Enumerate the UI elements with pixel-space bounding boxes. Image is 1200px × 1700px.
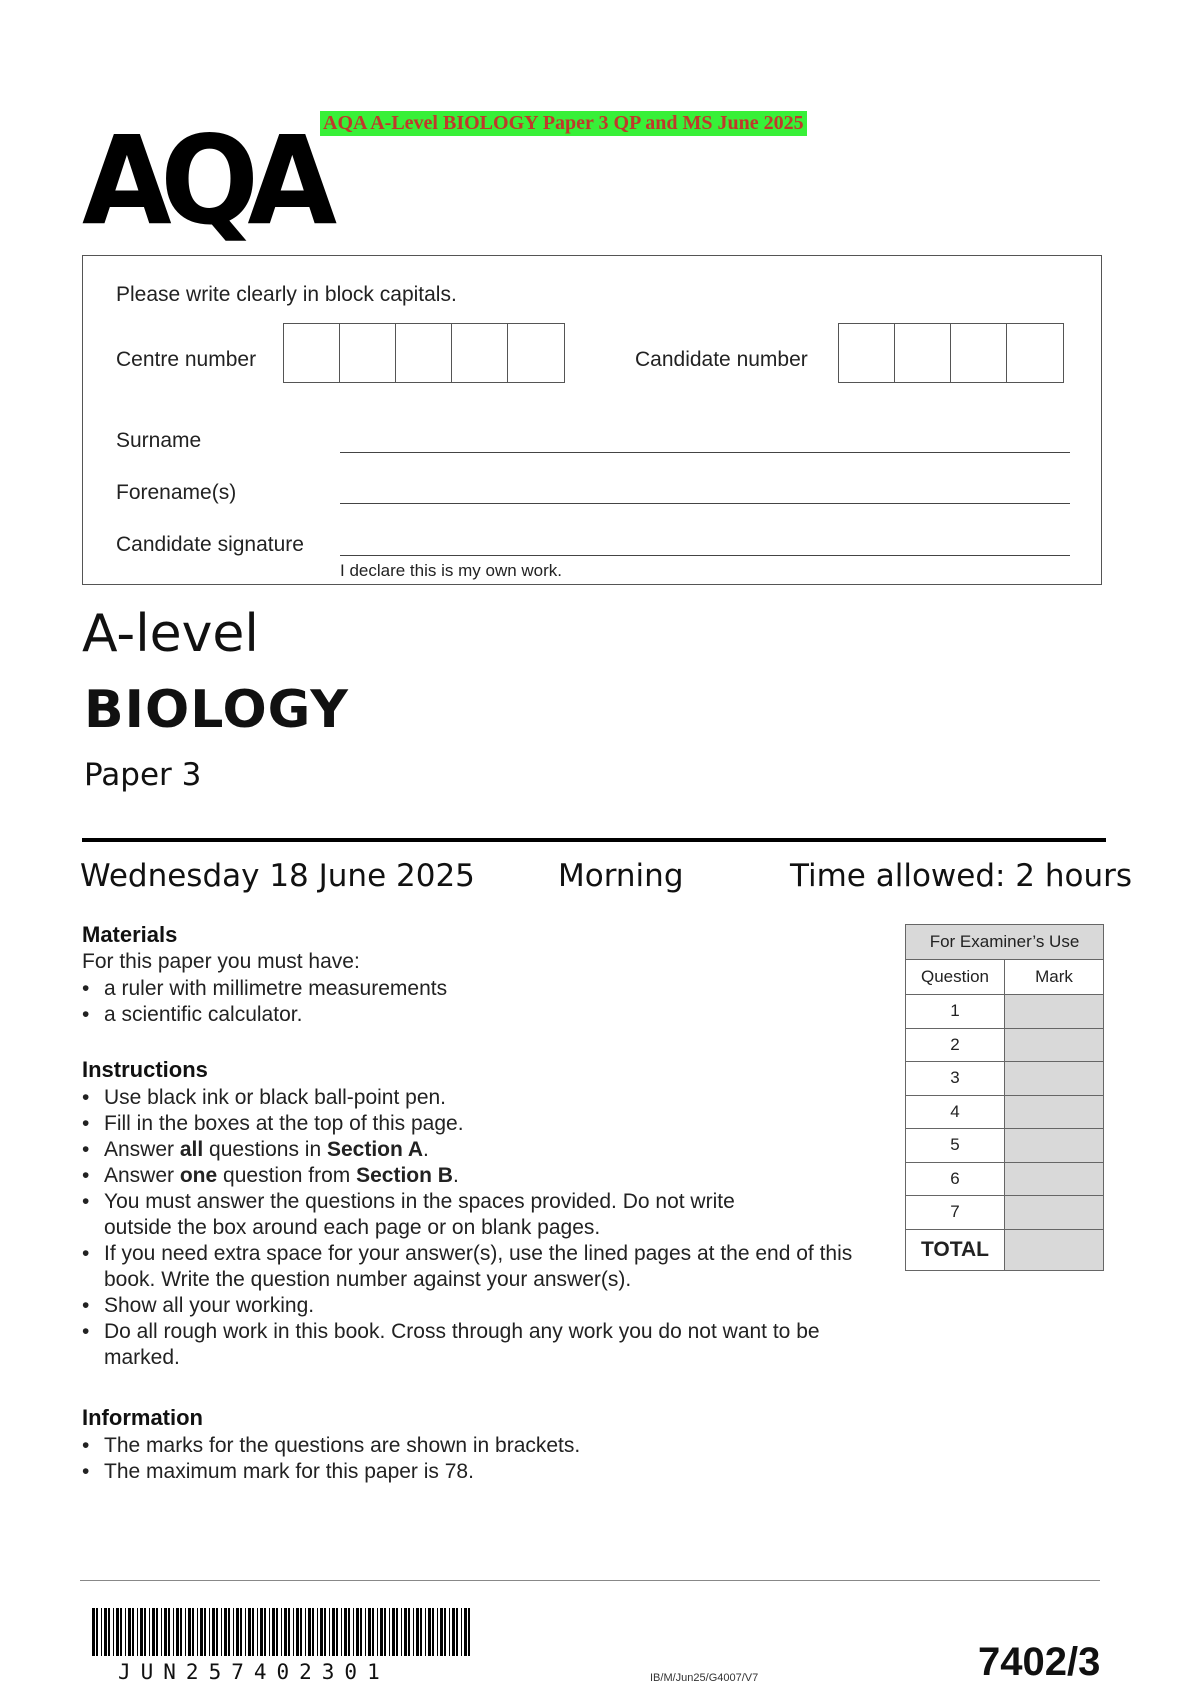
barcode-bar — [332, 1608, 335, 1656]
barcode-bar — [320, 1608, 323, 1656]
question-number: 6 — [906, 1162, 1005, 1196]
centre-number-digit[interactable] — [452, 324, 508, 382]
barcode-bar — [185, 1608, 186, 1656]
barcode-bar — [324, 1608, 326, 1656]
barcode-bar — [92, 1608, 95, 1656]
paper-code: 7402/3 — [978, 1640, 1101, 1684]
list-item: • The maximum mark for this paper is 78. — [82, 1459, 862, 1485]
barcode-bar — [224, 1608, 227, 1656]
table-row — [906, 1028, 1104, 1062]
barcode-bar — [420, 1608, 422, 1656]
barcode-bar — [341, 1608, 342, 1656]
surname-label: Surname — [116, 429, 202, 452]
surname-line[interactable] — [340, 452, 1070, 453]
footer-rule — [80, 1580, 1100, 1581]
barcode-bar — [149, 1608, 150, 1656]
candidate-number-digit[interactable] — [839, 324, 895, 382]
barcode-bar — [209, 1608, 210, 1656]
table-row — [906, 1095, 1104, 1129]
barcode-bar — [404, 1608, 407, 1656]
exam-session: Morning — [558, 858, 684, 894]
exam-date: Wednesday 18 June 2025 — [80, 858, 475, 894]
barcode-graphic — [92, 1608, 477, 1656]
barcode-bar — [305, 1608, 306, 1656]
materials-list — [82, 976, 862, 1028]
table-row — [906, 1129, 1104, 1163]
mark-cell — [1005, 1162, 1104, 1196]
barcode-bar — [269, 1608, 270, 1656]
barcode-bar — [344, 1608, 347, 1656]
centre-number-digit[interactable] — [284, 324, 340, 382]
barcode-bar — [101, 1608, 102, 1656]
question-number: 7 — [906, 1196, 1005, 1230]
barcode-bar — [192, 1608, 194, 1656]
question-number: 4 — [906, 1095, 1005, 1129]
instructions-heading: Instructions — [82, 1057, 208, 1082]
mark-cell — [1005, 1062, 1104, 1096]
question-number: 1 — [906, 995, 1005, 1029]
instruction-text: Use black ink or black ball-point pen. — [104, 1086, 447, 1109]
barcode-bar — [200, 1608, 203, 1656]
candidate-number-digit[interactable] — [951, 324, 1007, 382]
candidate-number-digit[interactable] — [1007, 324, 1063, 382]
question-number: 2 — [906, 1028, 1005, 1062]
barcode-bar — [312, 1608, 314, 1656]
barcode-bar — [240, 1608, 242, 1656]
declaration-text: I declare this is my own work. — [340, 561, 563, 580]
block-capitals-instruction: Please write clearly in block capitals. — [116, 283, 457, 306]
barcode-bar — [120, 1608, 122, 1656]
barcode-bar — [113, 1608, 114, 1656]
instruction-emphasis: one — [179, 1164, 218, 1187]
paper-number: Paper 3 — [84, 757, 202, 793]
examiners-use-table — [905, 924, 1104, 1271]
instruction-emphasis: Section B — [356, 1164, 453, 1187]
centre-number-digit[interactable] — [340, 324, 396, 382]
barcode-bar — [444, 1608, 446, 1656]
barcode-bar — [348, 1608, 350, 1656]
barcode-bar — [180, 1608, 182, 1656]
aqa-logo: AQA — [82, 110, 326, 252]
barcode-bar — [176, 1608, 179, 1656]
barcode-bar — [284, 1608, 287, 1656]
barcode-bar — [389, 1608, 390, 1656]
barcode-bar — [281, 1608, 282, 1656]
barcode-bar — [396, 1608, 398, 1656]
list-item — [82, 1163, 862, 1189]
signature-label: Candidate signature — [116, 533, 304, 556]
instructions-list — [82, 1085, 862, 1371]
barcode-bar — [384, 1608, 386, 1656]
list-item — [82, 1111, 862, 1137]
table-row — [906, 1196, 1104, 1230]
barcode-bar — [408, 1608, 410, 1656]
barcode-bar — [440, 1608, 443, 1656]
barcode-bar — [248, 1608, 251, 1656]
document-title-banner: AQA A-Level BIOLOGY Paper 3 QP and MS June 2025 — [320, 111, 807, 136]
instruction-text: Do all rough work in this book. Cross through any work you do not want to be marked. — [104, 1320, 820, 1369]
barcode-bar — [125, 1608, 126, 1656]
qualification-title: A-level — [82, 604, 259, 664]
centre-number-digit[interactable] — [396, 324, 452, 382]
total-label: TOTAL — [906, 1229, 1005, 1270]
centre-number-digit[interactable] — [508, 324, 564, 382]
barcode-bar — [104, 1608, 107, 1656]
barcode-bar — [216, 1608, 218, 1656]
barcode-bar — [416, 1608, 419, 1656]
barcode-bar — [257, 1608, 258, 1656]
centre-number-boxes[interactable] — [283, 323, 565, 383]
barcode-bar — [188, 1608, 191, 1656]
information-list — [82, 1433, 862, 1485]
table-row — [906, 1062, 1104, 1096]
list-item: • a ruler with millimetre measurements — [82, 976, 862, 1002]
instruction-text: Answer — [104, 1164, 180, 1187]
barcode-bar — [461, 1608, 462, 1656]
instruction-text: question from — [217, 1164, 357, 1187]
barcode-bar — [300, 1608, 302, 1656]
barcode-bar — [264, 1608, 266, 1656]
mark-cell — [1005, 995, 1104, 1029]
list-item — [82, 1319, 862, 1371]
candidate-number-digit[interactable] — [895, 324, 951, 382]
barcode-text: JUN257402301 — [118, 1660, 390, 1684]
barcode-bar — [260, 1608, 263, 1656]
barcode-bar — [276, 1608, 278, 1656]
barcode-bar — [161, 1608, 162, 1656]
mark-cell — [1005, 1196, 1104, 1230]
barcode-bar — [365, 1608, 366, 1656]
total-mark-cell — [1005, 1229, 1104, 1270]
centre-number-label: Centre number — [116, 348, 257, 371]
barcode-bar — [449, 1608, 450, 1656]
barcode-bar — [197, 1608, 198, 1656]
barcode-bar — [308, 1608, 311, 1656]
barcode-bar — [116, 1608, 119, 1656]
barcode-bar — [140, 1608, 143, 1656]
candidate-number-boxes[interactable] — [838, 323, 1064, 383]
barcode-bar — [353, 1608, 354, 1656]
list-item — [82, 1137, 862, 1163]
question-number: 3 — [906, 1062, 1005, 1096]
barcode-bar — [128, 1608, 131, 1656]
barcode-bar — [329, 1608, 330, 1656]
list-item: • a scientific calculator. — [82, 1002, 862, 1028]
barcode-bar — [204, 1608, 206, 1656]
barcode-bar — [336, 1608, 338, 1656]
barcode-bar — [221, 1608, 222, 1656]
information-heading: Information — [82, 1405, 203, 1430]
mark-cell — [1005, 1028, 1104, 1062]
subject-title: BIOLOGY — [84, 680, 349, 740]
examiners-use-title: For Examiner’s Use — [906, 925, 1104, 960]
barcode-bar — [293, 1608, 294, 1656]
barcode-bar — [356, 1608, 359, 1656]
barcode-bar — [360, 1608, 362, 1656]
instruction-text: . — [452, 1164, 459, 1187]
barcode-bar — [413, 1608, 414, 1656]
instruction-text: Fill in the boxes at the top of this page. — [104, 1112, 464, 1135]
instruction-text: questions in — [203, 1138, 327, 1161]
barcode-bar — [372, 1608, 374, 1656]
barcode-bar — [173, 1608, 174, 1656]
list-item — [82, 1189, 862, 1241]
barcode-bar — [236, 1608, 239, 1656]
list-item: • The marks for the questions are shown in brackets. — [82, 1433, 862, 1459]
barcode-bar — [401, 1608, 402, 1656]
barcode-bar — [425, 1608, 426, 1656]
question-column-header: Question — [906, 960, 1005, 995]
instruction-text: . — [423, 1138, 429, 1161]
barcode-bar — [212, 1608, 215, 1656]
barcode-bar — [368, 1608, 371, 1656]
candidate-number-label: Candidate number — [635, 348, 808, 371]
barcode-bar — [432, 1608, 434, 1656]
instruction-text: If you need extra space for your answer(s), use the lined pages at the end of this book. Write the question number against your answer(s). — [104, 1242, 853, 1291]
total-row — [906, 1229, 1104, 1270]
barcode-bar — [168, 1608, 170, 1656]
barcode-bar — [108, 1608, 110, 1656]
barcode-bar — [228, 1608, 230, 1656]
candidate-details-box — [82, 255, 1102, 585]
table-row — [906, 995, 1104, 1029]
barcode-bar — [272, 1608, 275, 1656]
barcode-bar — [296, 1608, 299, 1656]
table-row — [906, 1162, 1104, 1196]
list-item — [82, 1085, 862, 1111]
barcode-bar — [137, 1608, 138, 1656]
barcode-bar — [437, 1608, 438, 1656]
barcode-bar — [144, 1608, 146, 1656]
mark-cell — [1005, 1095, 1104, 1129]
time-allowed: Time allowed: 2 hours — [790, 858, 1133, 894]
instruction-text: Show all your working. — [104, 1294, 315, 1317]
barcode-bar — [233, 1608, 234, 1656]
document-reference: IB/M/Jun25/G4007/V7 — [650, 1672, 759, 1684]
materials-intro: For this paper you must have: — [82, 950, 360, 973]
list-item — [82, 1293, 862, 1319]
forenames-label: Forename(s) — [116, 481, 237, 504]
barcode-bar — [164, 1608, 167, 1656]
list-item — [82, 1241, 862, 1293]
barcode-bar — [288, 1608, 290, 1656]
barcode-bar — [377, 1608, 378, 1656]
barcode-bar — [152, 1608, 155, 1656]
barcode-bar — [428, 1608, 431, 1656]
mark-column-header: Mark — [1005, 960, 1104, 995]
barcode-bar — [317, 1608, 318, 1656]
instruction-text: Answer — [104, 1138, 180, 1161]
barcode-bar — [96, 1608, 98, 1656]
instruction-emphasis: all — [179, 1138, 204, 1161]
instruction-emphasis: Section A — [326, 1138, 424, 1161]
materials-heading: Materials — [82, 922, 178, 947]
barcode-bar — [456, 1608, 458, 1656]
barcode-bar — [252, 1608, 254, 1656]
barcode-bar — [156, 1608, 158, 1656]
barcode-bar — [452, 1608, 455, 1656]
instruction-text: You must answer the questions in the spaces provided. Do not write outside the box around each page or on blank pages. — [104, 1190, 735, 1239]
mark-cell — [1005, 1129, 1104, 1163]
barcode-bar — [468, 1608, 470, 1656]
barcode-bar — [392, 1608, 395, 1656]
question-number: 5 — [906, 1129, 1005, 1163]
barcode-bar — [245, 1608, 246, 1656]
signature-line[interactable] — [340, 555, 1070, 556]
forenames-line[interactable] — [340, 503, 1070, 504]
barcode-bar — [380, 1608, 383, 1656]
barcode-bar — [464, 1608, 467, 1656]
barcode-bar — [132, 1608, 134, 1656]
header-rule — [82, 838, 1106, 842]
